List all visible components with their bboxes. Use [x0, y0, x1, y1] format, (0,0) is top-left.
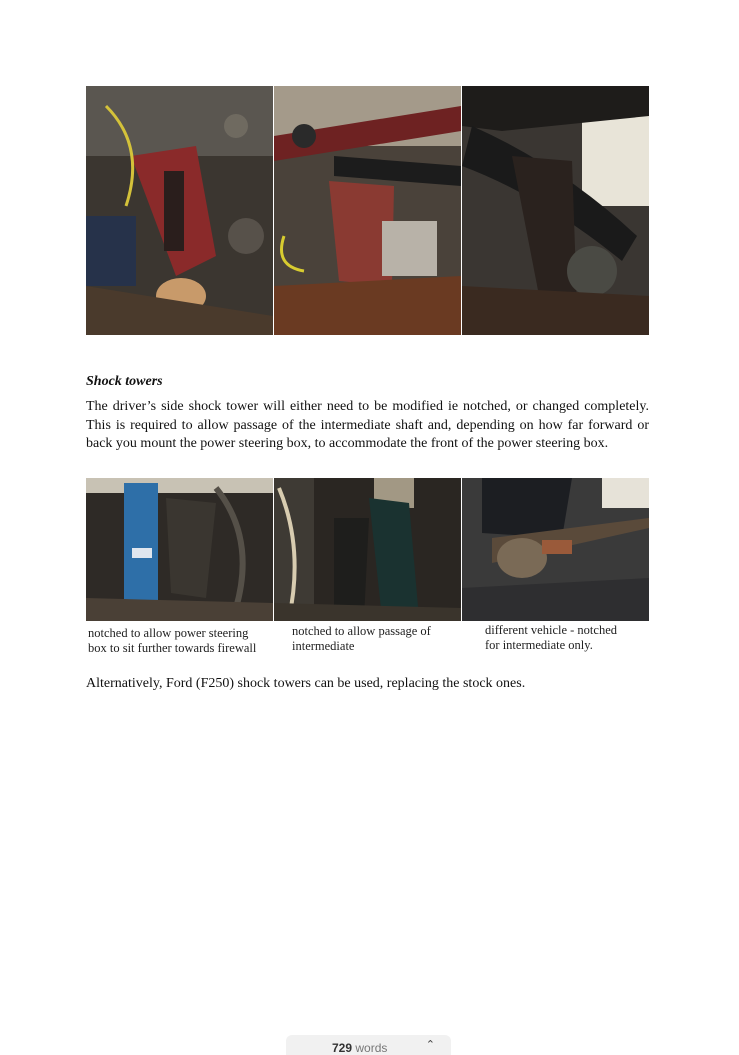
shock-tower-photo-1: [86, 478, 273, 621]
shock-tower-photo-2: [274, 478, 461, 621]
chevron-up-icon[interactable]: ⌃: [425, 1039, 435, 1051]
top-photo-strip: [86, 86, 649, 335]
steering-boot-photo: [462, 86, 649, 335]
steering-bracket-photo: [274, 86, 461, 335]
caption-1: notched to allow power steering box to sit further towards firewall: [88, 626, 257, 655]
word-count-toggle[interactable]: [286, 1035, 451, 1055]
word-count-value: 729: [332, 1041, 353, 1055]
section-paragraph: The driver’s side shock tower will either need to be modified ie notched, or changed completely. This is required to allow passage of the intermediate shaft and, depending on how far forward or back you mount the power steering box, to accommodate the front of the power steering box.: [86, 399, 649, 452]
section-heading: Shock towers: [86, 374, 163, 389]
closing-paragraph: Alternatively, Ford (F250) shock towers can be used, replacing the stock ones.: [86, 676, 526, 691]
engine-bay-photo: [86, 86, 273, 335]
photo-captions: [86, 623, 649, 659]
caption-3: different vehicle - notched for intermediate only.: [485, 623, 618, 652]
shock-tower-photo-3: [462, 478, 649, 621]
caption-2: notched to allow passage of intermediate: [292, 624, 431, 653]
bottom-photo-strip: [86, 478, 649, 621]
word-count-label: words: [355, 1041, 388, 1055]
